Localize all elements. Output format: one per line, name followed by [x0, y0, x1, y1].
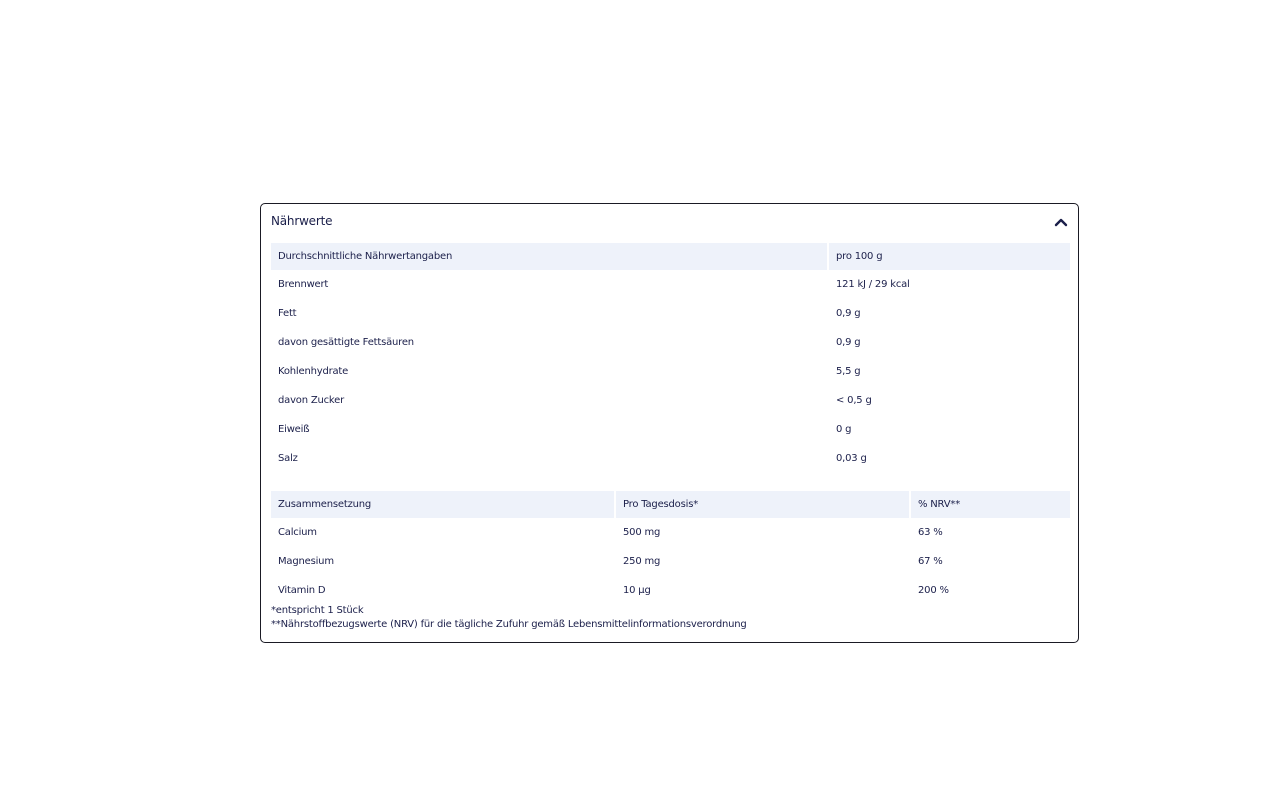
table-row — [271, 357, 1070, 386]
nutrition-table — [269, 243, 1072, 473]
nutrient-name: Fett — [278, 308, 297, 319]
table-row — [271, 386, 1070, 415]
nutrient-name: Brennwert — [278, 279, 329, 290]
nutrient-name: davon Zucker — [278, 395, 345, 406]
table-row — [271, 518, 1070, 547]
nutrition-accordion — [260, 203, 1079, 643]
nrv-percent: 67 % — [918, 556, 943, 567]
nutrient-name: Salz — [278, 453, 298, 464]
accordion-header[interactable] — [261, 204, 1078, 242]
column-header: Pro Tagesdosis* — [616, 491, 909, 518]
nutrient-value: 0,9 g — [836, 308, 861, 319]
ingredient-name: Vitamin D — [278, 585, 326, 596]
footnote-nrv: **Nährstoffbezugswerte (NRV) für die tägliche Zufuhr gemäß Lebensmittelinformationsverordnung — [271, 619, 747, 630]
nutrient-value: 0,9 g — [836, 337, 861, 348]
column-header: Zusammensetzung — [271, 491, 614, 518]
column-header: pro 100 g — [829, 243, 1070, 270]
table-row — [271, 328, 1070, 357]
daily-dose: 250 mg — [623, 556, 661, 567]
nutrient-value: 5,5 g — [836, 366, 861, 377]
column-header: Durchschnittliche Nährwertangaben — [271, 243, 827, 270]
nutrient-name: davon gesättigte Fettsäuren — [278, 337, 414, 348]
chevron-up-icon[interactable] — [1054, 216, 1068, 228]
nutrient-name: Eiweiß — [278, 424, 310, 435]
nrv-percent: 200 % — [918, 585, 949, 596]
column-header: % NRV** — [911, 491, 1070, 518]
composition-table — [269, 491, 1072, 605]
table-row — [271, 299, 1070, 328]
ingredient-name: Calcium — [278, 527, 317, 538]
table-header-row — [271, 243, 1070, 270]
ingredient-name: Magnesium — [278, 556, 334, 567]
table-header-row — [271, 491, 1070, 518]
table-row — [271, 444, 1070, 473]
table-row — [271, 576, 1070, 605]
nutrient-value: 0 g — [836, 424, 852, 435]
footnote-serving: *entspricht 1 Stück — [271, 605, 364, 616]
nutrient-name: Kohlenhydrate — [278, 366, 349, 377]
daily-dose: 500 mg — [623, 527, 661, 538]
accordion-title: Nährwerte — [271, 214, 333, 228]
table-row — [271, 270, 1070, 299]
table-row — [271, 415, 1070, 444]
nrv-percent: 63 % — [918, 527, 943, 538]
table-row — [271, 547, 1070, 576]
daily-dose: 10 µg — [623, 585, 651, 596]
nutrient-value: 121 kJ / 29 kcal — [836, 279, 910, 290]
footnotes — [271, 604, 747, 632]
nutrient-value: < 0,5 g — [836, 395, 872, 406]
nutrient-value: 0,03 g — [836, 453, 867, 464]
